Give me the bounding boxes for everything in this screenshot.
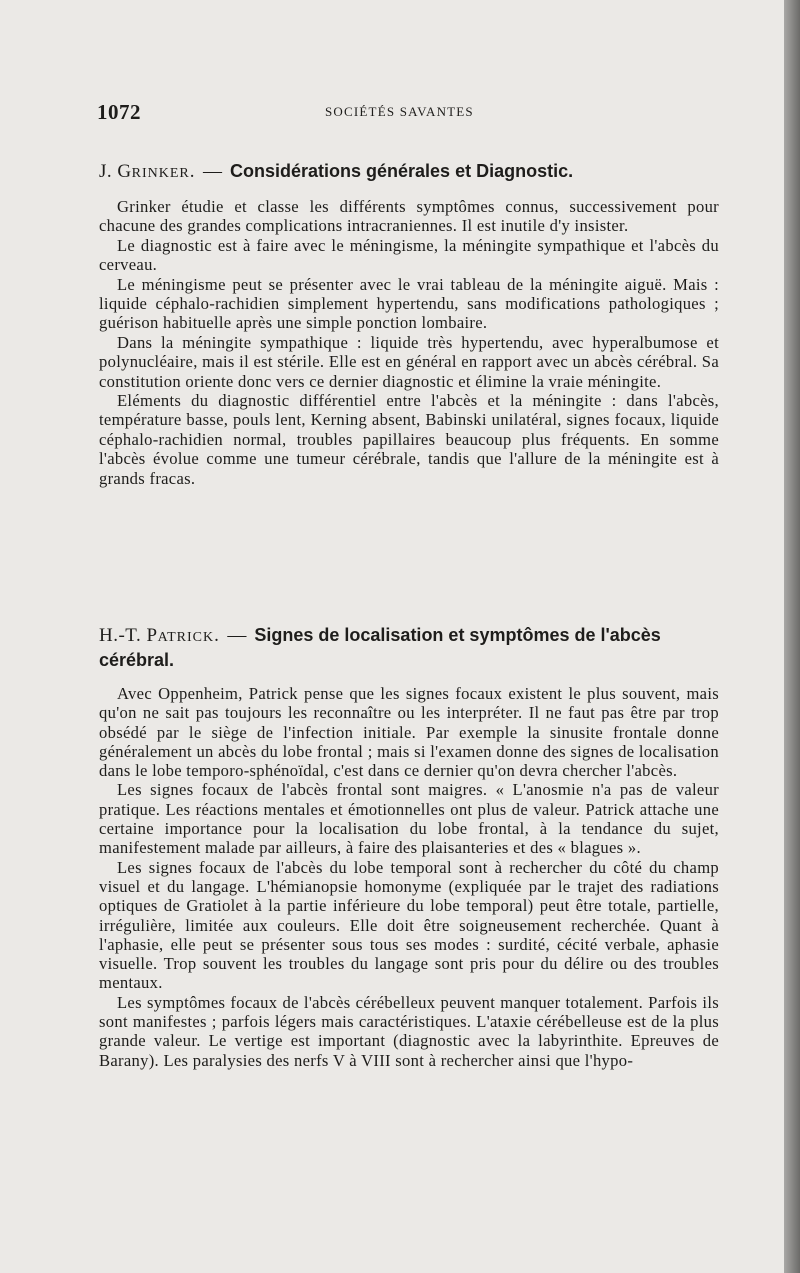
- article-grinker: [99, 160, 719, 488]
- author-name: H.-T. PATRICK.: [99, 625, 220, 646]
- running-header: [97, 100, 717, 128]
- heading-dash: —: [203, 161, 222, 182]
- page-edge-shadow: [784, 0, 800, 1273]
- paragraph: Dans la méningite sympathique : liquide très hypertendu, avec hyperalbumose et polynucléaire, mais il est stérile. Elle est en général en rapport avec un abcès cérébral. Sa constitution oriente donc vers ce dernier diagnostic et élimine la vraie méningite.: [99, 332, 719, 391]
- article-title: Signes de localisation et symptômes de l'abcès cérébral.: [99, 625, 661, 670]
- paragraph: Les signes focaux de l'abcès frontal sont maigres. « L'anosmie n'a pas de valeur pratique. Les réactions mentales et émotionnelles ont plus de valeur. Patrick attache une certaine importance pour la localisation du lobe frontal, à la tendance du sujet, manifestement malade par ailleurs, à faire des plaisanteries et des « blagues ».: [99, 780, 719, 858]
- article-heading: [99, 160, 719, 185]
- article-title: Considérations générales et Diagnostic.: [230, 161, 574, 181]
- paragraph: Les symptômes focaux de l'abcès cérébelleux peuvent manquer totalement. Parfois ils sont manifestes ; parfois légers mais caractéristiques. L'ataxie cérébelleuse est de la plus grande valeur. Le vertige est important (diagnostic avec la labyrinthite. Epreuves de Barany). Les paralysies des nerfs V à VIII sont à rechercher ainsi que l'hypo-: [99, 992, 719, 1070]
- author-name: J. GRINKER.: [99, 161, 195, 182]
- paragraph: Eléments du diagnostic différentiel entre l'abcès et la méningite : dans l'abcès, température basse, pouls lent, Kerning absent, Babinski unilatéral, signes focaux, liquide céphalo-rachidien normal, troubles papillaires beaucoup plus fréquents. En somme l'abcès évolue comme une tumeur cérébrale, tandis que l'allure de la méningite est à grands fracas.: [99, 391, 719, 488]
- article-patrick: [99, 624, 719, 1070]
- article-heading: [99, 624, 719, 672]
- paragraph: Les signes focaux de l'abcès du lobe temporal sont à rechercher du côté du champ visuel et du langage. L'hémianopsie homonyme (expliquée par le trajet des radiations optiques de Gratiolet à la partie inférieure du lobe temporal) peut être totale, partielle, irrégulière, limitée aux couleurs. Elle doit être soigneusement recherchée. Quant à l'aphasie, elle peut se présenter sous tous ses modes : surdité, cécité verbale, aphasie visuelle. Trop souvent les troubles du langage sont pris pour du délire ou des troubles mentaux.: [99, 857, 719, 993]
- heading-dash: —: [227, 625, 247, 646]
- paragraph: Grinker étudie et classe les différents symptômes connus, successivement pour chacune des grandes complications intracraniennes. Il est inutile d'y insister.: [99, 197, 719, 236]
- page-number: 1072: [97, 100, 141, 124]
- paragraph: Avec Oppenheim, Patrick pense que les signes focaux existent le plus souvent, mais qu'on ne sait pas toujours les reconnaître ou les interpréter. Il ne faut pas être par trop obsédé par le siège de l'infection initiale. Par exemple la sinusite frontale donne généralement un abcès du lobe frontal ; mais si l'examen donne des signes de localisation dans le lobe temporo-sphénoïdal, c'est dans ce dernier qu'on devra chercher l'abcès.: [99, 684, 719, 781]
- paragraph: Le diagnostic est à faire avec le méningisme, la méningite sympathique et l'abcès du cerveau.: [99, 235, 719, 275]
- paragraph: Le méningisme peut se présenter avec le vrai tableau de la méningite aiguë. Mais : liquide céphalo-rachidien simplement hypertendu, sans modifications pathologiques ; guérison habituelle après une simple ponction lombaire.: [99, 274, 719, 333]
- section-title: SOCIÉTÉS SAVANTES: [325, 104, 474, 119]
